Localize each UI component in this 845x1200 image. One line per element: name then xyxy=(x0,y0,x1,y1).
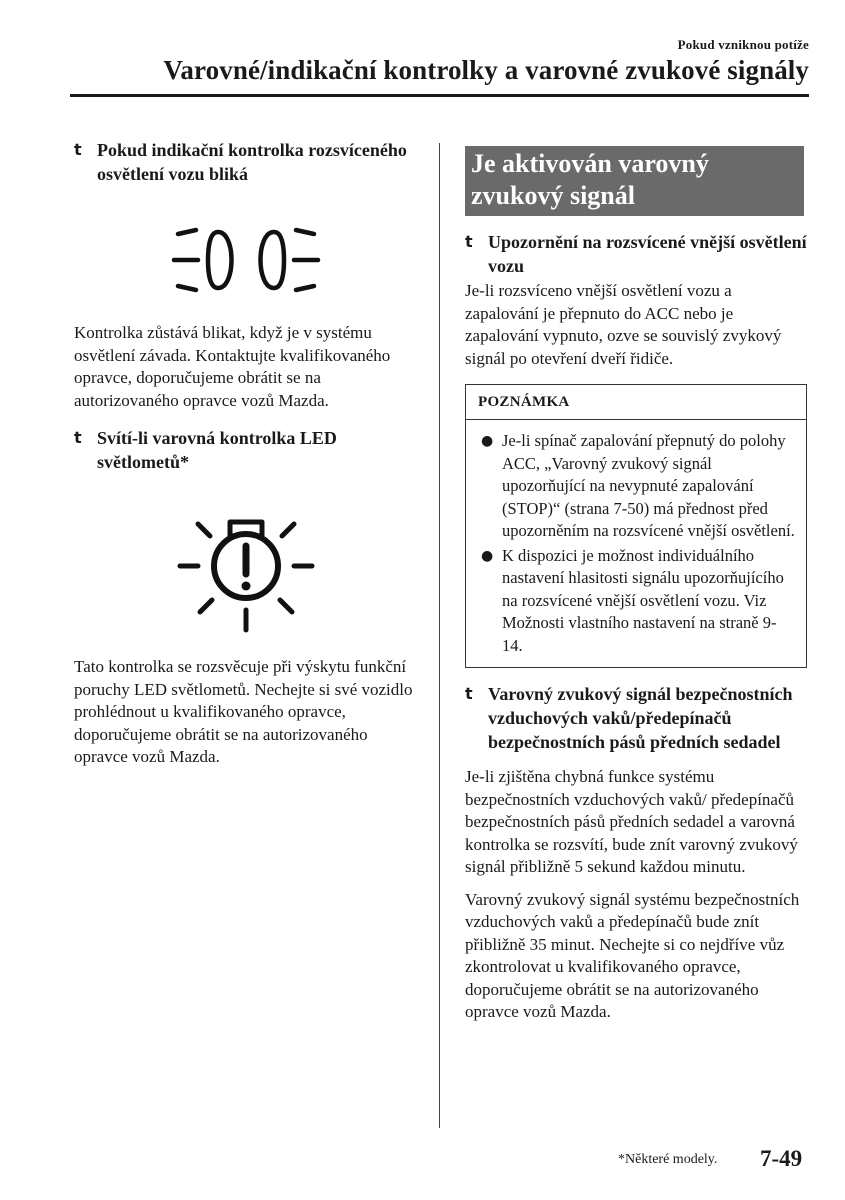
note-box xyxy=(465,384,807,668)
section-banner: Je aktivován varovný zvukový signál xyxy=(465,146,804,216)
led-headlight-warning-icon xyxy=(74,508,418,634)
subheading-exterior-lights xyxy=(465,230,807,278)
subheading-bullet: t xyxy=(74,428,82,447)
subheading-bullet: t xyxy=(465,684,473,703)
left-column xyxy=(74,138,418,769)
subheading-text: Svítí-li varovná kontrolka LED světlometů* xyxy=(97,428,337,472)
led-warning-graphic xyxy=(176,508,316,634)
light-indicator-icon xyxy=(74,224,418,296)
subheading-text: Varovný zvukový signál bezpečnostních vzduchových vaků/předepínačů bezpečnostních pásů předních sedadel xyxy=(488,684,793,752)
subheading-text: Upozornění na rozsvícené vnější osvětlení vozu xyxy=(488,232,807,276)
bullet-dot-icon: ● xyxy=(481,433,494,449)
paragraph-led-warning: Tato kontrolka se rozsvěcuje při výskytu funkční poruchy LED světlometů. Nechejte si své vozidlo prohlédnout u kvalifikovaného opravce, doporučujeme obrátit se na autorizovaného opravce vozů Mazda. xyxy=(74,657,413,766)
subheading-text: Pokud indikační kontrolka rozsvíceného osvětlení vozu bliká xyxy=(97,140,407,184)
page-number: 7-49 xyxy=(760,1146,803,1171)
bullet-dot-icon: ● xyxy=(481,547,494,564)
subheading-bullet: t xyxy=(74,140,82,159)
paragraph-airbag-1: Je-li zjištěna chybná funkce systému bezpečnostních vzduchových vaků/ předepínačů bezpečnostních pásů předních sedadel a varovná kontrolka se rozsvítí, bude znít varovný zvukový signál přibližně 5 sekund každou minutu. xyxy=(465,767,798,876)
subheading-led-warning xyxy=(74,426,418,474)
note-item-text: K dispozici je možnost individuálního nastavení hlasitosti signálu upozorňujícího na rozsvícené vnější osvětlení vozu. Viz Možnosti vlastního nastavení na straně 9-14. xyxy=(502,545,784,655)
right-column xyxy=(465,146,807,1024)
paragraph-airbag-2: Varovný zvukový signál systému bezpečnostních vzduchových vaků a předepínačů bude znít přibližně 35 minut. Nechejte si co nejdříve vůz zkontrolovat u kvalifikovaného opravce, doporučujeme obrátit se na autorizovaného opravce vozů Mazda. xyxy=(465,889,800,1021)
paragraph-exterior-lights: Je-li rozsvíceno vnější osvětlení vozu a zapalování je přepnuto do ACC nebo je zapalování vypnuto, ozve se souvislý zvykový signál po otevření dveří řidiče. xyxy=(465,281,782,368)
light-indicator-graphic xyxy=(170,224,322,296)
subheading-bullet: t xyxy=(465,232,473,251)
subheading-airbag-warning xyxy=(465,682,807,754)
note-item xyxy=(478,545,796,658)
subheading-light-blinking xyxy=(74,138,418,186)
paragraph-light-blinking: Kontrolka zůstává blikat, když je v systému osvětlení závada. Kontaktujte kvalifikovaného opravce, doporučujeme obrátit se na autorizovaného opravce vozů Mazda. xyxy=(74,323,391,410)
column-divider xyxy=(439,143,440,1128)
note-item xyxy=(478,430,796,543)
note-body xyxy=(466,420,806,667)
note-title: POZNÁMKA xyxy=(466,385,806,420)
footnote: *Některé modely. xyxy=(618,1152,718,1167)
note-item-text: Je-li spínač zapalování přepnutý do polohy ACC, „Varovný zvukový signál upozorňující na nevypnuté zapalování (STOP)“ (strana 7-50) má přednost před upozorněním na rozsvícené vnější osvětlení. xyxy=(502,431,795,540)
section-label: Pokud vzniknou potíže xyxy=(677,37,809,52)
title-rule xyxy=(70,94,809,97)
page-title: Varovné/indikační kontrolky a varovné zvukové signály xyxy=(163,55,809,85)
